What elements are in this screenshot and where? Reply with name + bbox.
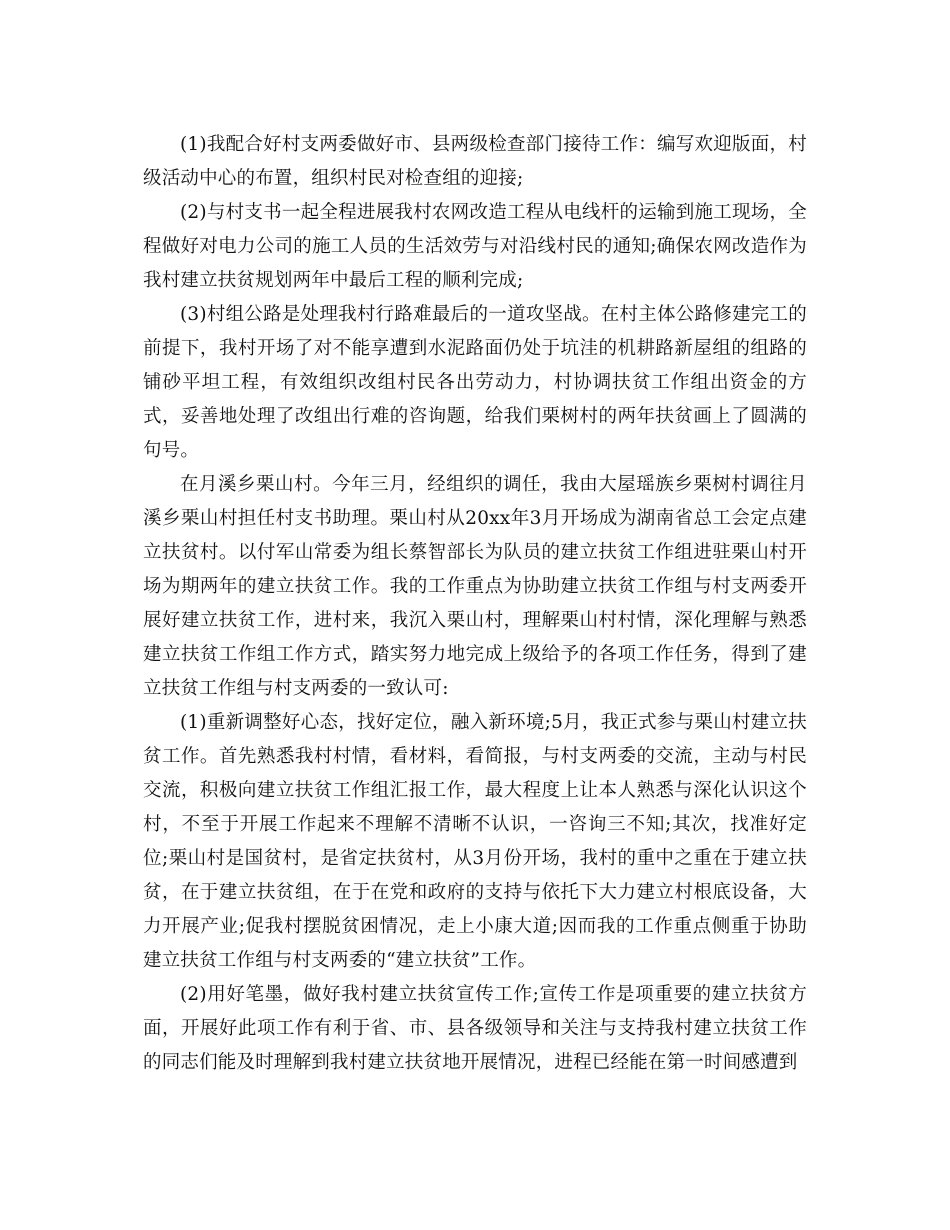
paragraph-5: (1)重新调整好心态，找好定位，融入新环境;5月，我正式参与栗山村建立扶贫工作。首先熟悉我村村情，看材料，看简报，与村支两委的交流，主动与村民交流，积极向建立扶贫工作组汇报工作，最大程度上让本人熟悉与深化认识这个村，不至于开展工作起来不理解不清晰不认识，一咨询三不知;其次，找准好定位;栗山村是国贫村，是省定扶贫村，从3月份开场，我村的重中之重在于建立扶贫，在于建立扶贫组，在于在党和政府的支持与依托下大力建立村根底设备，大力开展产业;促我村摆脱贫困情况，走上小康大道;因而我的工作重点侧重于协助建立扶贫工作组与村支两委的“建立扶贫”工作。: [143, 712, 807, 971]
paragraph-2: (2)与村支书一起全程进展我村农网改造工程从电线杆的运输到施工现场，全程做好对电力公司的施工人员的生活效劳与对沿线村民的通知;确保农网改造作为我村建立扶贫规划两年中最后工程的顺利完成;: [143, 202, 807, 291]
document-body: [143, 128, 807, 1080]
paragraph-4: 在月溪乡栗山村。今年三月，经组织的调任，我由大屋瑶族乡栗树村调往月溪乡栗山村担任村支书助理。栗山村从20xx年3月开场成为湖南省总工会定点建立扶贫村。以付军山常委为组长蔡智部长为队员的建立扶贫工作组进驻栗山村开场为期两年的建立扶贫工作。我的工作重点为协助建立扶贫工作组与村支两委开展好建立扶贫工作，进村来，我沉入栗山村，理解栗山村村情，深化理解与熟悉建立扶贫工作组工作方式，踏实努力地完成上级给予的各项工作任务，得到了建立扶贫工作组与村支两委的一致认可:: [143, 474, 807, 699]
paragraph-1: (1)我配合好村支两委做好市、县两级检查部门接待工作：编写欢迎版面，村级活动中心的布置，组织村民对检查组的迎接;: [143, 134, 807, 189]
paragraph-3: (3)村组公路是处理我村行路难最后的一道攻坚战。在村主体公路修建完工的前提下，我村开场了对不能享遭到水泥路面仍处于坑洼的机耕路新屋组的组路的铺砂平坦工程，有效组织改组村民各出劳动力，村协调扶贫工作组出资金的方式，妥善地处理了改组出行难的咨询题，给我们栗树村的两年扶贫画上了圆满的句号。: [143, 304, 807, 461]
paragraph-6: (2)用好笔墨，做好我村建立扶贫宣传工作;宣传工作是项重要的建立扶贫方面，开展好此项工作有利于省、市、县各级领导和关注与支持我村建立扶贫工作的同志们能及时理解到我村建立扶贫地开展情况，进程已经能在第一时间感遭到: [143, 984, 807, 1073]
